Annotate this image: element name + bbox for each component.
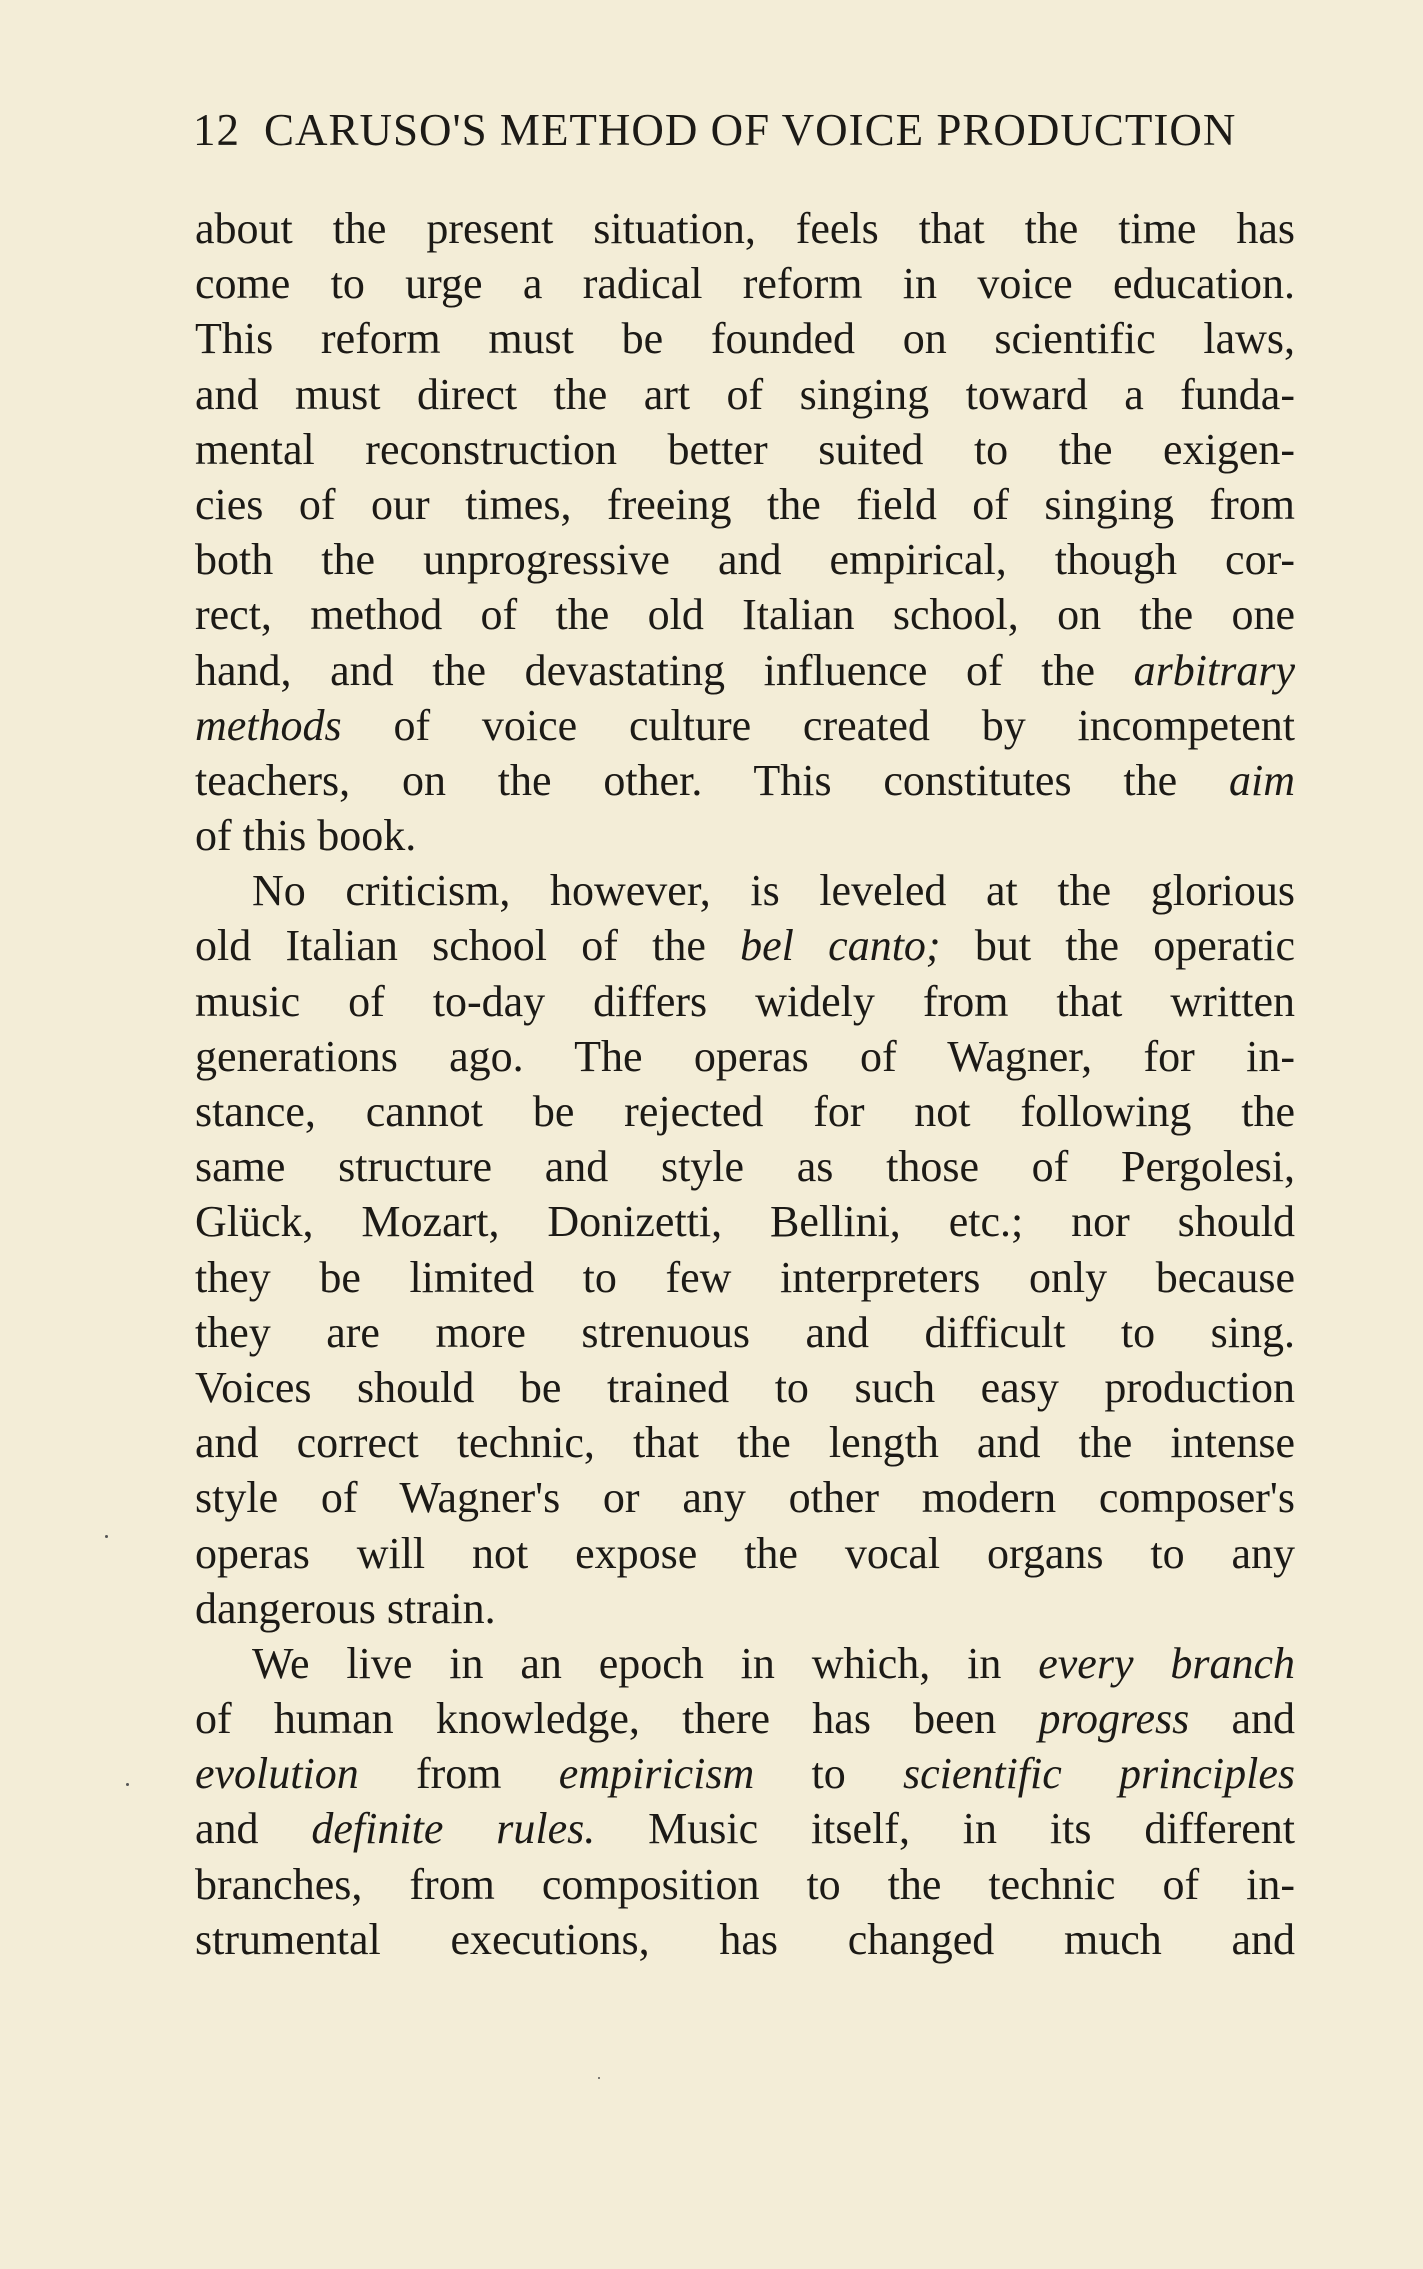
text-line <box>195 532 1295 587</box>
text-line <box>195 201 1295 256</box>
text-run: they be limited to few interpreters only because <box>195 1252 1295 1302</box>
text-line <box>195 1526 1295 1581</box>
text-line <box>195 1691 1295 1746</box>
text-line <box>195 643 1295 698</box>
text-run: from <box>358 1749 559 1799</box>
text-line <box>195 1581 1295 1636</box>
paragraph <box>195 201 1295 863</box>
text-line <box>195 918 1295 973</box>
text-run: stance, cannot be rejected for not following the <box>195 1087 1295 1136</box>
italic-text: empiricism <box>558 1749 755 1799</box>
text-line <box>195 1857 1295 1912</box>
italic-text: definite rules. <box>311 1804 596 1854</box>
text-line <box>195 1801 1295 1856</box>
text-line <box>195 808 1295 863</box>
text-line <box>195 1746 1295 1801</box>
text-run: mental reconstruction better suited to the exigen- <box>195 424 1295 474</box>
text-run: cies of our times, freeing the field of singing from <box>195 479 1295 529</box>
paragraph <box>195 863 1295 1636</box>
text-line <box>195 1084 1295 1139</box>
text-run: and <box>1189 1694 1295 1744</box>
text-line <box>195 1305 1295 1360</box>
text-run: Glück, Mozart, Donizetti, Bellini, etc.; nor should <box>195 1197 1295 1247</box>
text-run: of human knowledge, there has been <box>195 1694 1039 1744</box>
italic-text: progress <box>1038 1694 1190 1744</box>
text-run: to <box>754 1749 903 1799</box>
text-run: about the present situation, feels that the time has <box>195 204 1295 253</box>
text-run: of voice culture created by incompetent <box>341 700 1295 750</box>
print-speck <box>126 1783 129 1786</box>
text-run: Music itself, in its different <box>595 1804 1295 1854</box>
text-run: old Italian school of the <box>195 921 741 971</box>
running-title: CARUSO'S METHOD OF VOICE PRODUCTION <box>264 105 1237 155</box>
italic-text: scientific principles <box>902 1749 1295 1799</box>
text-line <box>195 1636 1295 1691</box>
text-line <box>195 256 1295 311</box>
text-line <box>195 974 1295 1029</box>
text-run: and must direct the art of singing toward a funda- <box>195 369 1295 419</box>
text-run: come to urge a radical reform in voice education. <box>195 259 1295 309</box>
text-line <box>195 863 1295 918</box>
italic-text: evolution <box>195 1749 359 1799</box>
text-line <box>195 1139 1295 1194</box>
italic-text: aim <box>1229 755 1295 805</box>
text-line <box>195 367 1295 422</box>
running-head <box>193 104 1293 156</box>
text-run: This reform must be founded on scientific laws, <box>195 314 1295 364</box>
text-line <box>195 1250 1295 1305</box>
text-line <box>195 698 1295 753</box>
text-line <box>195 1360 1295 1415</box>
body-text <box>195 201 1295 1967</box>
paragraph <box>195 1636 1295 1967</box>
text-line <box>195 422 1295 477</box>
text-run: they are more strenuous and difficult to sing. <box>195 1307 1295 1357</box>
text-line <box>195 1029 1295 1084</box>
text-line <box>195 477 1295 532</box>
text-run: but the operatic <box>940 921 1295 971</box>
text-line <box>195 1415 1295 1470</box>
italic-text: methods <box>195 700 342 750</box>
text-run: operas will not expose the vocal organs to any <box>195 1528 1295 1578</box>
print-speck <box>598 2077 600 2079</box>
text-run: rect, method of the old Italian school, on the one <box>195 590 1295 640</box>
text-run: generations ago. The operas of Wagner, for in- <box>195 1031 1295 1081</box>
text-run: dangerous strain. <box>195 1583 496 1633</box>
text-run: Voices should be trained to such easy production <box>195 1362 1295 1412</box>
text-line <box>195 1912 1295 1967</box>
text-run: and <box>195 1804 312 1854</box>
text-line <box>195 1470 1295 1525</box>
italic-text: bel canto; <box>740 921 941 971</box>
text-line <box>195 311 1295 366</box>
page-number: 12 <box>193 105 240 155</box>
text-run: style of Wagner's or any other modern composer's <box>195 1473 1295 1523</box>
text-run: strumental executions, has changed much and <box>195 1914 1295 1964</box>
text-run: same structure and style as those of Pergolesi, <box>195 1142 1295 1192</box>
print-speck <box>105 1535 108 1538</box>
text-line <box>195 753 1295 808</box>
text-run: No criticism, however, is leveled at the glorious <box>252 866 1295 916</box>
text-run: teachers, on the other. This constitutes the <box>195 755 1229 805</box>
text-line <box>195 1194 1295 1249</box>
text-line <box>195 587 1295 642</box>
italic-text: every branch <box>1038 1638 1295 1688</box>
text-run: hand, and the devastating influence of the <box>195 645 1134 695</box>
italic-text: arbitrary <box>1133 645 1295 695</box>
text-run: music of to-day differs widely from that written <box>195 976 1295 1026</box>
text-run: branches, from composition to the technic of in- <box>195 1859 1295 1909</box>
text-run: of this book. <box>195 811 417 861</box>
text-run: and correct technic, that the length and the intense <box>195 1418 1295 1468</box>
text-run: both the unprogressive and empirical, though cor- <box>195 535 1295 585</box>
text-run: We live in an epoch in which, in <box>252 1638 1039 1688</box>
